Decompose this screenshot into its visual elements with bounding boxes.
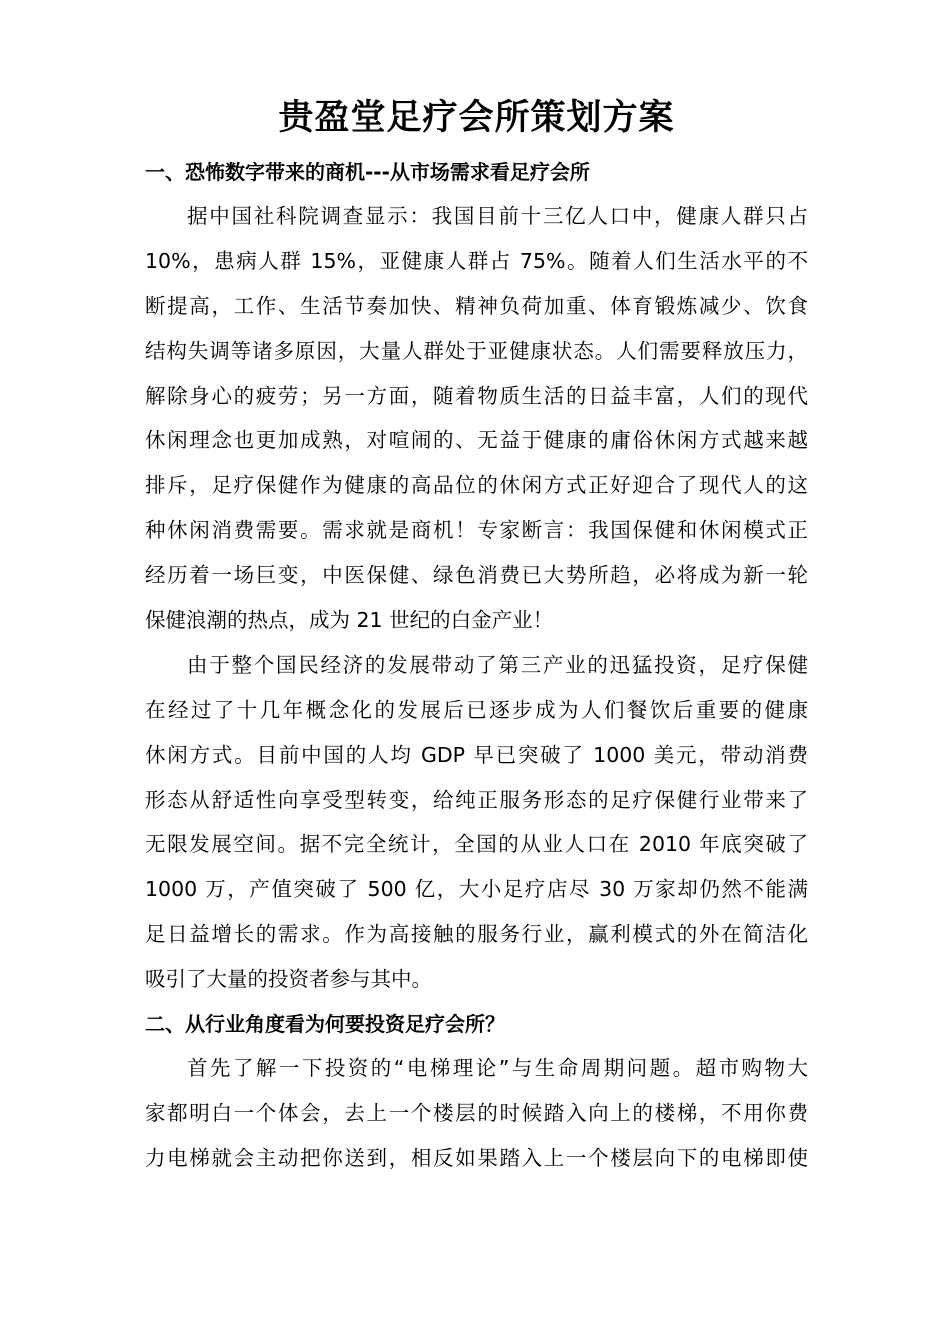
paragraph-line: 排斥，足疗保健作为健康的高品位的休闲方式正好迎合了现代人的这 <box>145 473 808 498</box>
paragraph-line: 10%，患病人群 15%，亚健康人群占 75%。随着人们生活水平的不 <box>145 248 808 273</box>
section-heading: 二、从行业角度看为何要投资足疗会所？ <box>145 1012 505 1037</box>
paragraph-line: 足日益增长的需求。作为高接触的服务行业，赢利模式的外在简洁化 <box>145 922 808 947</box>
paragraph-line: 家都明白一个体会，去上一个楼层的时候踏入向上的楼梯，不用你费 <box>145 1100 808 1125</box>
paragraph-line: 形态从舒适性向享受型转变，给纯正服务形态的足疗保健行业带来了 <box>145 787 808 812</box>
section-heading: 一、恐怖数字带来的商机---从市场需求看足疗会所 <box>145 160 590 184</box>
paragraph-line: 由于整个国民经济的发展带动了第三产业的迅猛投资，足疗保健 <box>187 652 808 677</box>
paragraph-line: 休闲理念也更加成熟，对喧闹的、无益于健康的庸俗休闲方式越来越 <box>145 428 808 453</box>
paragraph-line: 保健浪潮的热点，成为 21 世纪的白金产业！ <box>145 608 554 633</box>
paragraph-line: 解除身心的疲劳；另一方面，随着物质生活的日益丰富，人们的现代 <box>145 383 808 408</box>
paragraph-line: 吸引了大量的投资者参与其中。 <box>145 967 432 992</box>
paragraph-line: 据中国社科院调查显示：我国目前十三亿人口中，健康人群只占 <box>187 204 808 228</box>
document-body <box>145 150 808 1181</box>
document-title: 贵盈堂足疗会所策划方案 <box>278 98 675 138</box>
paragraph-line: 首先了解一下投资的“电梯理论”与生命周期问题。超市购物大 <box>187 1056 808 1081</box>
paragraph-line: 种休闲消费需要。需求就是商机！专家断言：我国保健和休闲模式正 <box>145 518 808 543</box>
paragraph-line: 断提高，工作、生活节奏加快、精神负荷加重、体育锻炼减少、饮食 <box>145 293 808 318</box>
paragraph <box>145 643 808 1002</box>
paragraph-line: 在经过了十几年概念化的发展后已逐步成为人们餐饮后重要的健康 <box>145 697 808 722</box>
paragraph-line: 休闲方式。目前中国的人均 GDP 早已突破了 1000 美元，带动消费 <box>145 742 808 767</box>
paragraph <box>145 194 808 643</box>
paragraph-line: 经历着一场巨变，中医保健、绿色消费已大势所趋，必将成为新一轮 <box>145 563 808 588</box>
paragraph-line: 力电梯就会主动把你送到，相反如果踏入上一个楼层向下的电梯即使 <box>145 1145 808 1170</box>
paragraph-line: 结构失调等诸多原因，大量人群处于亚健康状态。人们需要释放压力， <box>145 338 808 363</box>
paragraph-line: 无限发展空间。据不完全统计，全国的从业人口在 2010 年底突破了 <box>145 832 808 857</box>
paragraph-line: 1000 万，产值突破了 500 亿，大小足疗店尽 30 万家却仍然不能满 <box>145 877 808 902</box>
paragraph <box>145 1046 808 1181</box>
